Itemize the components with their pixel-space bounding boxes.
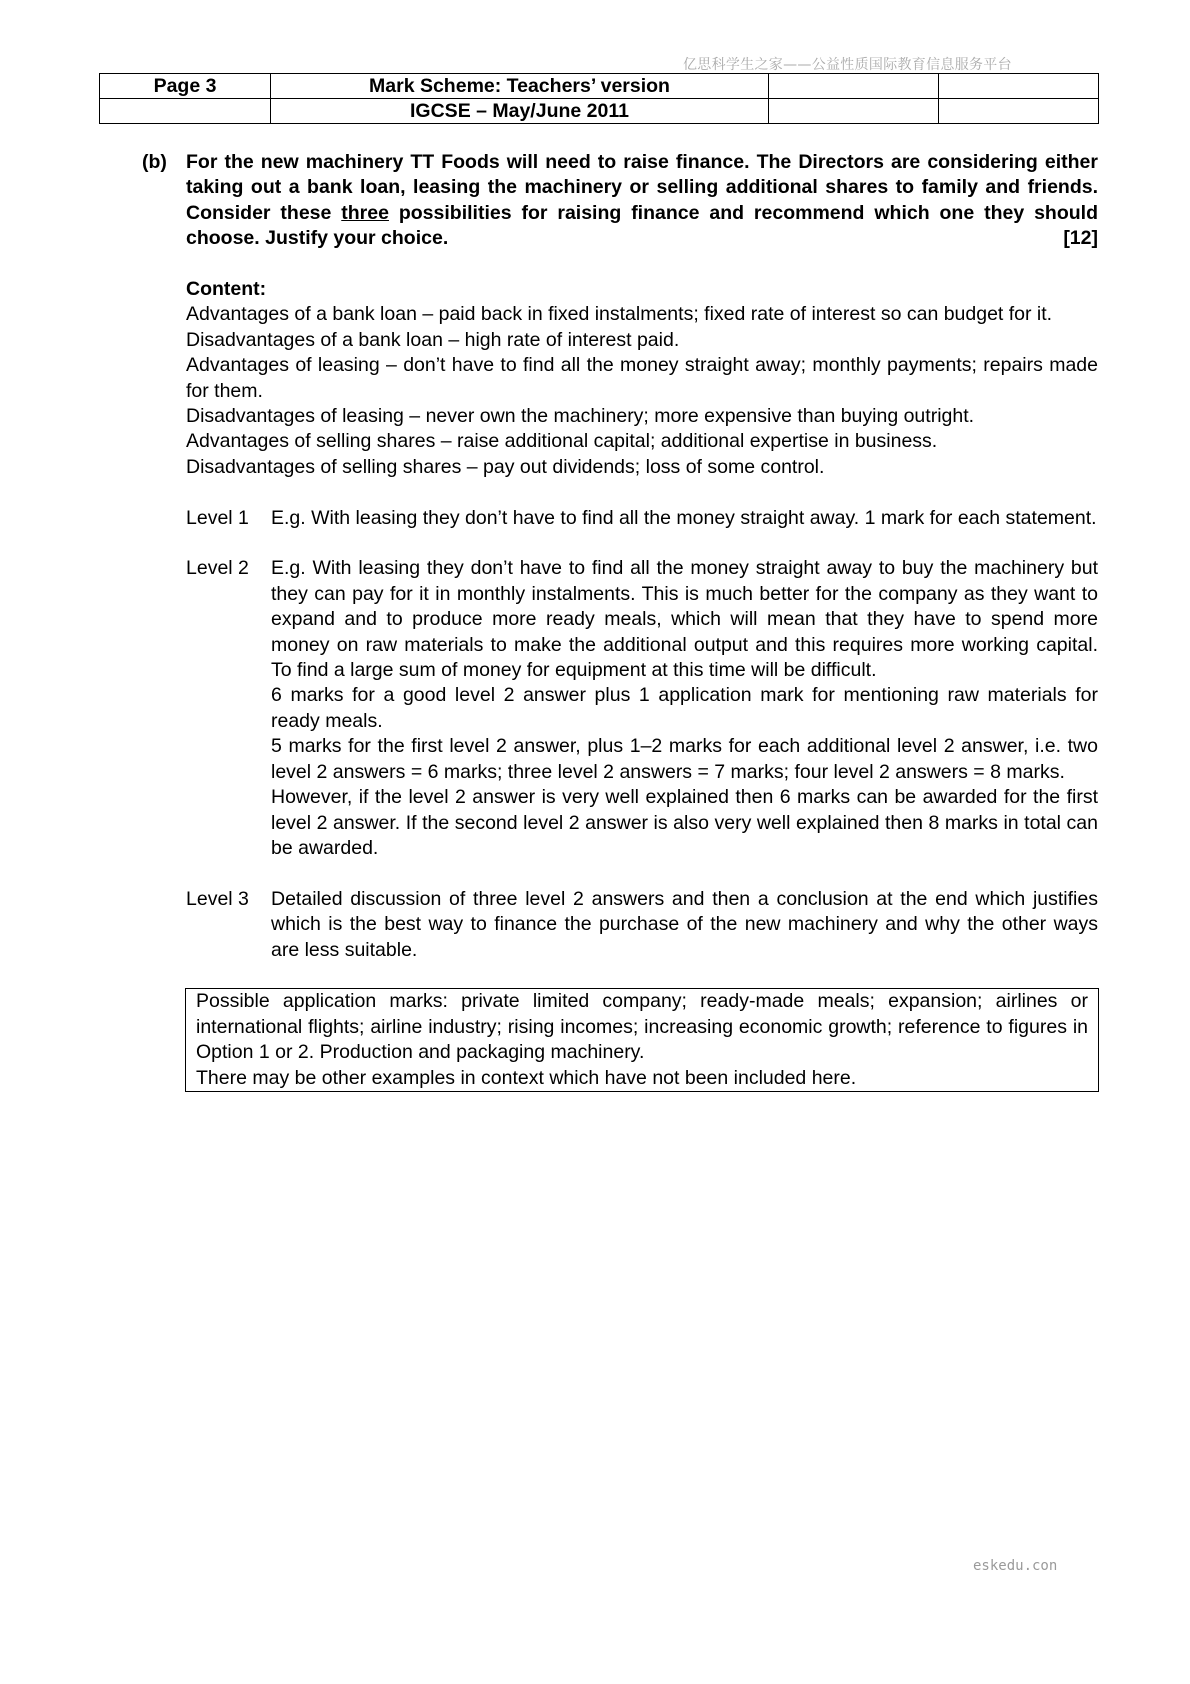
mark-scheme-body: [186, 277, 1098, 1092]
level-text: [271, 887, 1098, 963]
watermark-bottom: eskedu.con: [973, 1558, 1058, 1574]
application-marks-box: [185, 988, 1099, 1092]
level-2: [186, 556, 1098, 861]
header-empty-cell: [939, 99, 1099, 124]
content-line: Advantages of selling shares – raise additional capital; additional expertise in business.: [186, 430, 938, 453]
level-paragraph: Detailed discussion of three level 2 answers and then a conclusion at the end which justifies which is the best way to finance the purchase of the new machinery and why the other ways are less suitable.: [271, 887, 1098, 961]
question-text: [186, 150, 1098, 252]
content-line: Disadvantages of selling shares – pay out dividends; loss of some control.: [186, 455, 825, 478]
header-title: Mark Scheme: Teachers’ version: [271, 74, 769, 99]
watermark-top: 亿思科学生之家——公益性质国际教育信息服务平台: [683, 57, 1012, 73]
level-paragraph: However, if the level 2 answer is very well explained then 6 marks can be awarded for the first level 2 answer. If the second level 2 answer is also very well explained then 8 marks in total can be awarded.: [271, 786, 1098, 859]
level-paragraph: 6 marks for a good level 2 answer plus 1 application mark for mentioning raw materials for ready meals.: [271, 684, 1098, 732]
header-empty-cell: [769, 74, 939, 99]
level-label: Level 1: [186, 506, 249, 529]
level-paragraph: 5 marks for the first level 2 answer, plus 1–2 marks for each additional level 2 answer, i.e. two level 2 answers = 6 marks; three level 2 answers = 7 marks; four level 2 answers = 8 marks.: [271, 735, 1098, 783]
application-marks-text: Possible application marks: private limited company; ready-made meals; expansion; airlines or international flights; airline industry; rising incomes; increasing economic growth; reference to figures in Option 1 or 2. Production and packaging machinery.: [196, 990, 1088, 1064]
level-paragraph: E.g. With leasing they don’t have to find all the money straight away. 1 mark for each statement.: [271, 506, 1097, 529]
header-empty-cell: [100, 99, 271, 124]
content-line: Disadvantages of a bank loan – high rate of interest paid.: [186, 328, 680, 351]
content-line: Advantages of leasing – don’t have to find all the money straight away; monthly payments; repairs made for them.: [186, 354, 1098, 402]
level-label: Level 2: [186, 557, 249, 580]
question-label: (b): [142, 151, 167, 173]
content-line: Advantages of a bank loan – paid back in fixed instalments; fixed rate of interest so can budget for it.: [186, 303, 1053, 326]
level-1: [186, 506, 1098, 531]
header-page: Page 3: [100, 74, 271, 99]
level-label: Level 3: [186, 887, 249, 910]
level-text: [271, 506, 1098, 531]
content-line: Disadvantages of leasing – never own the machinery; more expensive than buying outright.: [186, 405, 975, 428]
application-marks-note: There may be other examples in context which have not been included here.: [196, 1066, 857, 1089]
header-empty-cell: [769, 99, 939, 124]
content-heading: Content:: [186, 278, 267, 300]
level-text: [271, 556, 1098, 861]
question-text-after: possibilities for raising finance and recommend which one they should choose. Justify your choice.: [186, 201, 1098, 250]
question-text-before: For the new machinery TT Foods will need to raise finance. The Directors are considering either taking out a bank loan, leasing the machinery or selling additional shares to family and friends. Consider these: [186, 151, 1098, 224]
level-paragraph: E.g. With leasing they don’t have to find all the money straight away to buy the machinery but they can pay for it in monthly instalments. This is much better for the company as they want to expand and to produce more ready meals, which will mean that they have to spend more money on raw materials to make the additional output and this requires more working capital. To find a large sum of money for equipment at this time will be difficult.: [271, 557, 1098, 682]
question-block: [142, 150, 1098, 252]
question-text-underlined: three: [341, 201, 389, 224]
header-table: [99, 73, 1099, 124]
header-empty-cell: [939, 74, 1099, 99]
header-exam: IGCSE – May/June 2011: [271, 99, 769, 124]
question-marks: [12]: [1063, 227, 1098, 250]
level-3: [186, 887, 1098, 963]
